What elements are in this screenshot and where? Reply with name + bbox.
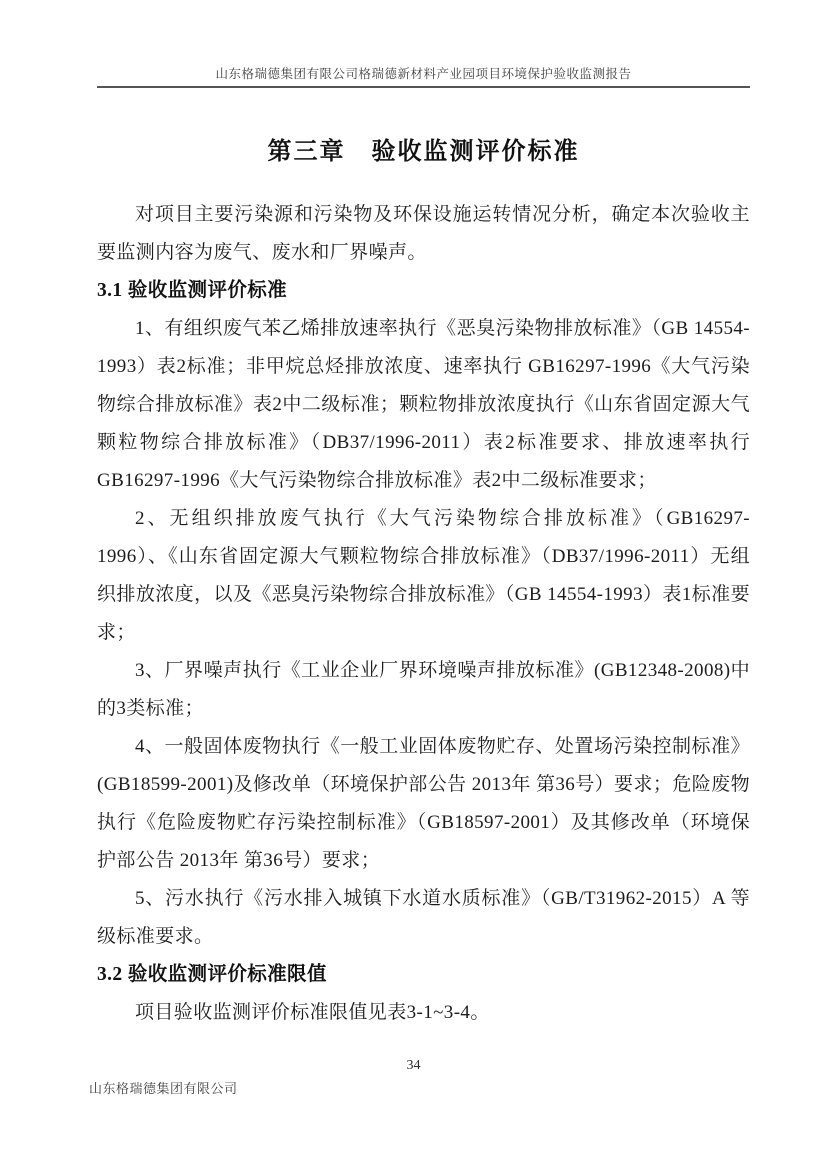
running-header: 山东格瑞德集团有限公司格瑞德新材料产业园项目环境保护验收监测报告 xyxy=(97,64,750,88)
page-content xyxy=(97,120,750,1032)
standard-item-4: 4、一般固体废物执行《一般工业固体废物贮存、处置场污染控制标准》(GB18599-2001)及修改单（环境保护部公告 2013年 第36号）要求；危险废物执行《危险废物贮存污染控制标准》（GB18597-2001）及其修改单（环境保护部公告 2013年 第36号）要求； xyxy=(97,736,750,871)
standard-item-2: 2、无组织排放废气执行《大气污染物综合排放标准》（GB16297-1996）、《山东省固定源大气颗粒物综合排放标准》（DB37/1996-2011）无组织排放浓度，以及《恶臭污染物综合排放标准》（GB 14554-1993）表1标准要求； xyxy=(97,508,750,643)
standard-item-1: 1、有组织废气苯乙烯排放速率执行《恶臭污染物排放标准》（GB 14554-1993）表2标准；非甲烷总烃排放浓度、速率执行 GB16297-1996《大气污染物综合排放标准》表2中二级标准；颗粒物排放浓度执行《山东省固定源大气颗粒物综合排放标准》（DB37/1996-2011）表2标准要求、排放速率执行GB16297-1996《大气污染物综合排放标准》表2中二级标准要求； xyxy=(97,318,750,491)
footer-company: 山东格瑞德集团有限公司 xyxy=(89,1081,238,1096)
standard-item-3: 3、厂界噪声执行《工业企业厂界环境噪声排放标准》(GB12348-2008)中的3类标准； xyxy=(97,660,750,719)
standard-item-5: 5、污水执行《污水排入城镇下水道水质标准》（GB/T31962-2015）A 等级标准要求。 xyxy=(97,888,750,947)
section-3-1-heading: 3.1 验收监测评价标准 xyxy=(97,280,288,301)
intro-paragraph: 对项目主要污染源和污染物及环保设施运转情况分析，确定本次验收主要监测内容为废气、废水和厂界噪声。 xyxy=(97,204,750,263)
chapter-title: 第三章 验收监测评价标准 xyxy=(267,139,580,165)
section-3-2-heading: 3.2 验收监测评价标准限值 xyxy=(97,964,327,985)
section-3-2-paragraph: 项目验收监测评价标准限值见表3-1~3-4。 xyxy=(135,1002,490,1023)
page-number: 34 xyxy=(406,1058,421,1073)
